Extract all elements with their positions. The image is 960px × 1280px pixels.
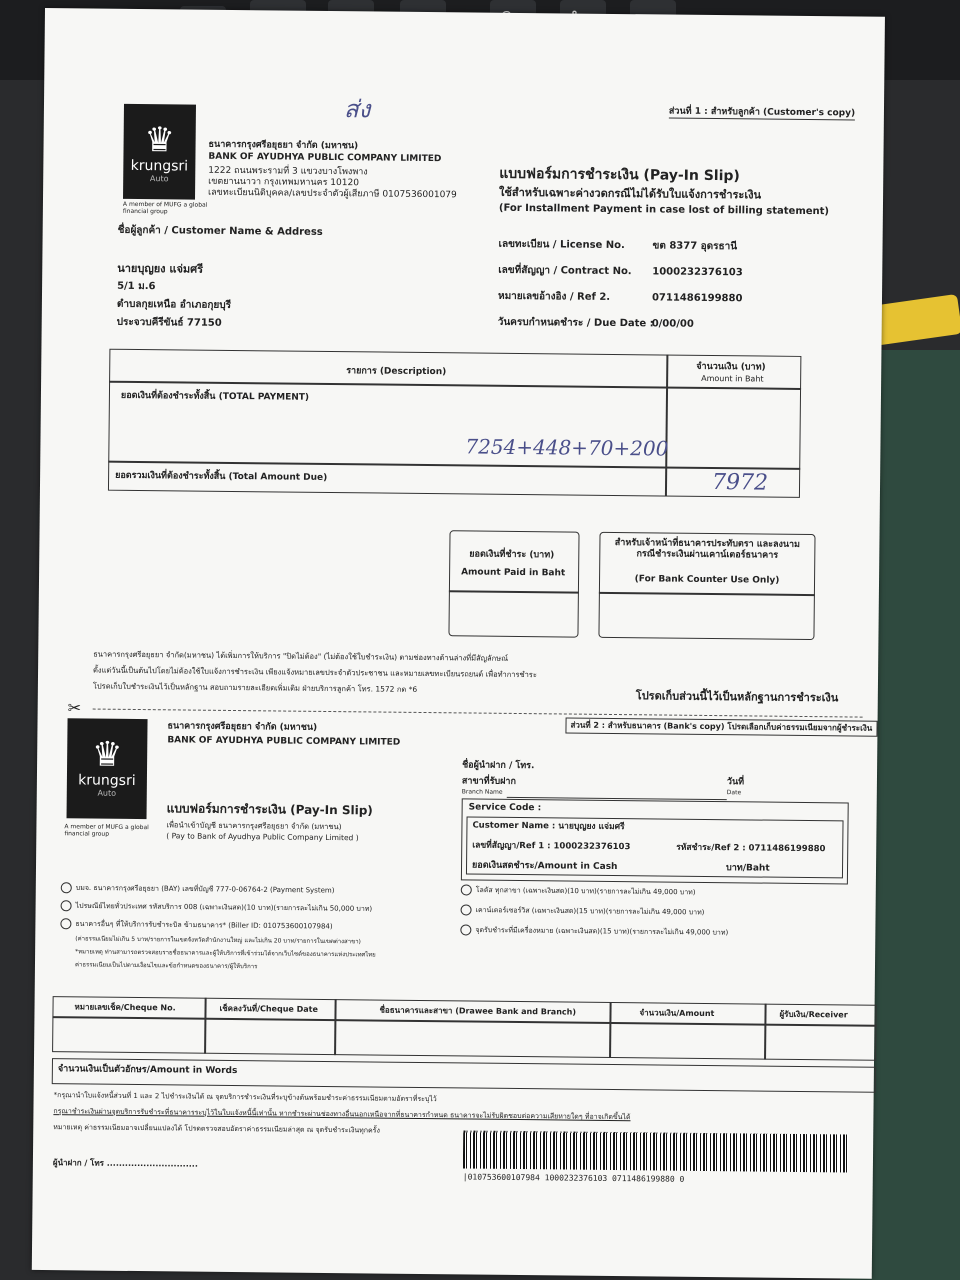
contract-value: 1000232376103	[652, 266, 743, 279]
bank-name-th: ธนาคารกรุงศรีอยุธยา จำกัด (มหาชน)	[208, 139, 359, 152]
radio-button[interactable]	[61, 900, 72, 911]
barcode-text: |010753600107984 1000232376103 0711486199880 0	[462, 1172, 685, 1184]
mufg-tagline: A member of MUFG a global financial group	[122, 200, 208, 216]
amount-paid-label: ยอดเงินที่ชำระ (บาท)	[469, 549, 555, 561]
option-note-3: ค่าธรรมเนียมเป็นไปตามเงื่อนไขและข้อกำหนดของธนาคาร/ผู้ให้บริการ	[74, 961, 258, 971]
service-code: Service Code :	[468, 802, 542, 814]
depositor-footer: ผู้นำฝาก / โทร ..............................	[52, 1158, 198, 1169]
due-date-value: 0/00/00	[651, 318, 694, 330]
total-payment-label: ยอดเงินที่ต้องชำระทั้งสิ้น (TOTAL PAYMENT)	[120, 390, 310, 403]
payment-option-counter-service[interactable]	[461, 904, 705, 918]
customer-copy-label: ส่วนที่ 1 : สำหรับลูกค้า (Customer's copy)	[669, 107, 855, 121]
date-label-en: Date	[726, 789, 742, 797]
baht-label: บาท/Baht	[725, 863, 770, 874]
depositor-label: ชื่อผู้นำฝาก / โทร.	[462, 760, 535, 772]
branch-label: สาขาที่รับฝาก	[461, 776, 516, 787]
option-note-2: *หมายเหตุ ท่านสามารถตรวจสอบรายชื่อธนาคารและผู้ให้บริการที่เข้าร่วมได้จากเว็บไซต์ของธนาคารแห่งประเทศไทย	[75, 948, 376, 959]
option-note-1: (ค่าธรรมเนียมไม่เกิน 5 บาท/รายการในเขตจังหวัดสำนักงานใหญ่ และไม่เกิน 20 บาท/รายการในเขตต่างสาขา)	[75, 935, 361, 946]
customer-address-3: ประจวบคีรีขันธ์ 77150	[116, 316, 222, 329]
form-subtitle-2-en: ( Pay to Bank of Ayudhya Public Company Limited )	[166, 831, 359, 843]
option-label: ธนาคารอื่นๆ ที่ให้บริการรับชำระบิล ข้ามธนาคาร* (Biller ID: 010753600107984)	[75, 919, 333, 931]
amount-in-words-label: จำนวนเงินเป็นตัวอักษร/Amount in Words	[57, 1064, 238, 1077]
footer-note-2: กรุณาชำระเงินผ่านจุดบริการรับชำระที่ธนาคารระบุไว้ในใบแจ้งหนี้นี้เท่านั้น หากชำระผ่านช่องทางอื่นนอกเหนือจากที่ธนาคารกำหนด ธนาคารจะไม่รับผิดชอบต่อความเสียหายใดๆ ที่อาจเกิดขึ้นได้	[53, 1107, 631, 1122]
license-label: เลขทะเบียน / License No.	[498, 238, 625, 252]
form-subtitle-th: ใช้สำหรับเฉพาะค่างวดกรณีไม่ได้รับใบแจ้งการชำระเงิน	[499, 185, 762, 202]
branch-label-en: Branch Name	[461, 788, 503, 796]
amount-cash-label: ยอดเงินสดชำระ/Amount in Cash	[471, 860, 618, 873]
date-label: วันที่	[726, 777, 745, 788]
footer-note-1: *กรุณานำใบแจ้งหนี้ส่วนที่ 1 และ 2 ไปชำระเงินได้ ณ จุดบริการชำระเงินที่ระบุข้างต้นพร้อมชำระค่าธรรมเนียมตามอัตราที่ระบุไว้	[53, 1091, 437, 1104]
payment-option-lotus[interactable]	[461, 884, 696, 898]
cheque-header: ผู้รับเงิน/Receiver	[779, 1009, 848, 1020]
description-header: รายการ (Description)	[346, 366, 447, 378]
keep-as-evidence-note: โปรดเก็บส่วนนี้ไว้เป็นหลักฐานการชำระเงิน	[635, 689, 839, 705]
contract-label: เลขที่สัญญา / Contract No.	[498, 264, 632, 278]
due-date-label: วันครบกำหนดชำระ / Due Date :	[497, 316, 654, 330]
option-label: เคาน์เตอร์เซอร์วิส (เฉพาะเงินสด)(15 บาท)(รายการละไม่เกิน 49,000 บาท)	[475, 906, 705, 917]
ref2-value-2: รหัสชำระ/Ref 2 : 0711486199880	[676, 842, 826, 855]
bank-counter-label: สำหรับเจ้าหน้าที่ธนาคารประทับตรา และลงนาม กรณีชำระเงินผ่านเคาน์เตอร์ธนาคาร	[614, 537, 801, 561]
notice-line-3: โปรดเก็บใบชำระเงินไว้เป็นหลักฐาน สอบถามรายละเอียดเพิ่มเติม ฝ่ายบริการลูกค้า โทร. 1572 กด *6	[92, 681, 418, 694]
amount-header: จำนวนเงิน (บาท)	[696, 361, 766, 373]
customer-address-1: 5/1 ม.6	[117, 280, 156, 293]
bank-address-1: 1222 ถนนพระรามที่ 3 แขวงบางโพงพาง	[208, 165, 368, 178]
bank-address-2: เขตยานนาวา กรุงเทพมหานคร 10120	[208, 176, 359, 189]
notice-line-2: ตั้งแต่วันนี้เป็นต้นไปโดยไม่ต้องใช้ใบแจ้งการชำระเงิน เพียงแจ้งหมายเลขประจำตัวประชาชน และหมายเลขทะเบียนรถยนต์ เพื่อทำการชำระ	[93, 665, 537, 680]
krungsri-emblem-icon: ♛	[144, 120, 176, 161]
bank-name-en: BANK OF AYUDHYA PUBLIC COMPANY LIMITED	[208, 151, 442, 165]
bank-tax-id: เลขทะเบียนนิติบุคคล/เลขประจำตัวผู้เสียภาษี 0107536001079	[208, 187, 457, 201]
ref2-label: หมายเลขอ้างอิง / Ref 2.	[497, 290, 611, 303]
cheque-header: จำนวนเงิน/Amount	[639, 1008, 715, 1019]
cut-line	[93, 709, 863, 718]
radio-button[interactable]	[60, 918, 71, 929]
ref2-value: 0711486199880	[651, 292, 743, 305]
customer-name-2: Customer Name : นายบุญยง แจ่มศรี	[472, 820, 625, 833]
handwritten-calculation: 7254+448+70+200	[465, 434, 669, 461]
logo-sub: Auto	[97, 788, 117, 798]
payment-barcode	[463, 1130, 848, 1172]
payment-option-bay[interactable]	[61, 882, 335, 896]
logo-sub: Auto	[149, 174, 169, 184]
customer-label: ชื่อผู้ลูกค้า / Customer Name & Address	[117, 224, 323, 238]
cheque-header: หมายเลขเช็ค/Cheque No.	[74, 1002, 176, 1013]
krungsri-logo	[123, 104, 196, 200]
notice-line-1: ธนาคารกรุงศรีอยุธยา จำกัด(มหาชน) ได้เพิ่มการให้บริการ "ปิดไม่ต้อง" (ไม่ต้องใช้ใบชำระเงิน) ตามช่องทางด้านล่างที่มีสัญลักษณ์	[93, 649, 509, 663]
amount-paid-label-en: Amount Paid in Baht	[461, 567, 566, 579]
payment-option-kiosk[interactable]	[460, 924, 728, 938]
bank-counter-label-en: (For Bank Counter Use Only)	[634, 574, 780, 586]
krungsri-logo-2	[67, 718, 148, 819]
payment-option-post[interactable]	[61, 900, 373, 915]
logo-brand: krungsri	[78, 772, 136, 789]
form-title: แบบฟอร์มการชำระเงิน (Pay-In Slip)	[499, 165, 740, 185]
amount-header-en: Amount in Baht	[701, 373, 764, 384]
option-label: บมจ. ธนาคารกรุงศรีอยุธยา (BAY) เลขที่บัญชี 777-0-06764-2 (Payment System)	[75, 883, 335, 895]
footer-note-3: หมายเหตุ ค่าธรรมเนียมอาจเปลี่ยนแปลงได้ โปรดตรวจสอบอัตราค่าธรรมเนียมล่าสุด ณ จุดรับชำระเงินทุกครั้ง	[53, 1123, 380, 1135]
form-title-2: แบบฟอร์มการชำระเงิน (Pay-In Slip)	[166, 801, 373, 818]
radio-button[interactable]	[460, 924, 471, 935]
amount-paid-box[interactable]	[448, 530, 579, 637]
form-subtitle-en: (For Installment Payment in case lost of billing statement)	[498, 202, 830, 218]
radio-button[interactable]	[61, 882, 72, 893]
form-subtitle-2-th: เพื่อนำเข้าบัญชี ธนาคารกรุงศรีอยุธยา จำกัด (มหาชน)	[166, 820, 342, 832]
bank-name-th-2: ธนาคารกรุงศรีอยุธยา จำกัด (มหาชน)	[167, 721, 318, 733]
customer-name: นายบุญยง แจ่มศรี	[117, 261, 204, 276]
option-label: ไปรษณีย์ไทยทั่วประเทศ รหัสบริการ 008 (เฉพาะเงินสด)(10 บาท)(รายการละไม่เกิน 50,000 บาท)	[75, 901, 373, 913]
bank-name-en-2: BANK OF AYUDHYA PUBLIC COMPANY LIMITED	[167, 735, 401, 748]
total-due-label: ยอดรวมเงินที่ต้องชำระทั้งสิ้น (Total Amount Due)	[115, 470, 328, 483]
scissors-icon: ✂	[67, 698, 82, 718]
radio-button[interactable]	[461, 904, 472, 915]
cheque-header: ชื่อธนาคารและสาขา (Drawee Bank and Branch)	[379, 1005, 577, 1017]
mufg-tagline-2: A member of MUFG a global financial group	[64, 823, 149, 838]
handwritten-note: ส่ง	[343, 95, 371, 124]
payment-option-other-banks[interactable]	[60, 918, 332, 932]
option-label: โลตัส ทุกสาขา (เฉพาะเงินสด)(10 บาท)(รายการละไม่เกิน 49,000 บาท)	[475, 886, 696, 897]
ref1-value: เลขที่สัญญา/Ref 1 : 1000232376103	[472, 840, 631, 853]
customer-address-2: ตำบลกุยเหนือ อำเภอกุยบุรี	[116, 298, 232, 311]
krungsri-emblem-icon: ♛	[91, 734, 123, 775]
bank-copy-label: ส่วนที่ 2 : สำหรับธนาคาร (Bank's copy) โปรดเลือกเก็บค่าธรรมเนียมจากผู้ชำระเงิน	[565, 717, 877, 736]
cheque-header: เช็คลงวันที่/Cheque Date	[219, 1003, 318, 1014]
pay-in-slip-paper	[32, 8, 885, 1279]
handwritten-total: 7972	[711, 470, 769, 496]
logo-brand: krungsri	[130, 157, 189, 175]
license-value: ขต 8377 อุดรธานี	[652, 240, 738, 253]
radio-button[interactable]	[461, 884, 472, 895]
option-label: จุดรับชำระที่มีเครื่องหมาย (เฉพาะเงินสด)(15 บาท)(รายการละไม่เกิน 49,000 บาท)	[475, 926, 729, 937]
